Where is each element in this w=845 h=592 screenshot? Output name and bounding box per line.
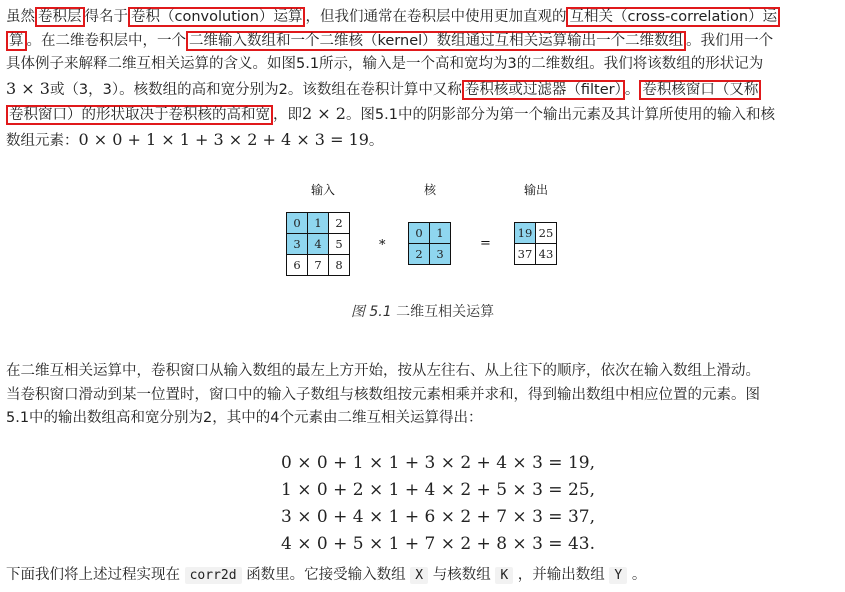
math-inline: 3 × 3	[6, 78, 50, 98]
text: 。我们用一个	[686, 32, 774, 49]
convolution-operator: *	[379, 238, 386, 253]
highlight-2d-io: 二维输入数组和一个二维核（kernel）数组通过互相关运算输出一个二维数组	[186, 31, 686, 51]
output-cell: 43	[536, 244, 557, 265]
highlight-convolution-op: 卷积（convolution）运算	[128, 7, 305, 27]
kernel-cell: 0	[409, 223, 430, 244]
equation: 1 × 0 + 2 × 1 + 4 × 2 + 5 × 3 = 25,	[281, 480, 595, 500]
output-label: 输出	[523, 183, 548, 197]
text: 虽然	[6, 9, 35, 25]
code-corr2d: corr2d	[185, 567, 242, 584]
kernel-cell: 3	[430, 244, 451, 265]
equation-block	[281, 450, 595, 558]
intro-line-3: 具体例子来解释二维互相关运算的含义。如图5.1所示，输入是一个高和宽均为3的二维数组。我们将该数组的形状记为	[6, 56, 764, 72]
text: ，并输出数组	[517, 567, 605, 583]
highlight-conv-layer: 卷积层	[35, 7, 85, 27]
equation: 3 × 0 + 4 × 1 + 6 × 2 + 7 × 3 = 37,	[281, 507, 595, 527]
text: 函数里。它接受输入数组	[246, 567, 406, 583]
highlight-kernel-window-end: 卷积窗口）的形状取决于卷积核的高和宽	[6, 105, 273, 125]
highlight-kernel-window: 卷积核窗口（又称	[639, 80, 761, 100]
code-y: Y	[609, 567, 627, 584]
implementation-paragraph	[6, 564, 840, 588]
input-cell: 1	[308, 213, 329, 234]
highlight-kernel-filter: 卷积核或过滤器（filter）	[462, 80, 625, 100]
intro-line-6	[6, 128, 840, 154]
text: ，即	[273, 107, 302, 123]
math-inline: 2 × 2	[302, 104, 346, 123]
highlight-cross-correlation-end: 算	[6, 31, 27, 51]
intro-line-4	[6, 77, 840, 103]
output-cell: 37	[515, 244, 536, 265]
input-cell: 2	[329, 213, 350, 234]
input-cell: 3	[287, 234, 308, 255]
text: 下面我们将上述过程实现在	[6, 567, 180, 583]
figure-number: 图 5.1	[350, 304, 392, 320]
input-cell: 8	[329, 255, 350, 276]
intro-line-1	[6, 6, 840, 30]
text: 。	[368, 132, 384, 149]
text: 。在二维卷积层中，一个	[26, 32, 186, 49]
kernel-cell: 1	[430, 223, 451, 244]
kernel-label: 核	[423, 183, 436, 197]
explanation-line-3: 5.1中的输出数组高和宽分别为2，其中的4个元素由二维互相关运算得出：	[6, 410, 483, 426]
text: 与核数组	[432, 567, 491, 583]
input-label: 输入	[310, 183, 335, 197]
equation: 0 × 0 + 1 × 1 + 3 × 2 + 4 × 3 = 19,	[281, 453, 595, 473]
kernel-cell: 2	[409, 244, 430, 265]
figure-caption	[0, 301, 845, 321]
code-k: K	[495, 567, 513, 584]
output-cell: 25	[536, 223, 557, 244]
text: 。	[631, 567, 647, 583]
input-cell: 0	[287, 213, 308, 234]
text: 数组元素：	[6, 132, 79, 149]
math-inline: 0 × 0 + 1 × 1 + 3 × 2 + 4 × 3 = 19	[78, 129, 369, 149]
intro-paragraph	[6, 6, 840, 153]
equation: 4 × 0 + 5 × 1 + 7 × 2 + 8 × 3 = 43.	[281, 534, 595, 554]
figure-caption-text: 二维互相关运算	[391, 304, 495, 320]
input-array	[286, 212, 350, 276]
explanation-paragraph	[6, 360, 840, 431]
text: ，但我们通常在卷积层中使用更加直观的	[305, 9, 567, 25]
kernel-array	[408, 222, 451, 265]
output-array	[514, 222, 557, 265]
input-cell: 4	[308, 234, 329, 255]
intro-line-2	[6, 30, 840, 54]
text: 。图5.1中的阴影部分为第一个输出元素及其计算所使用的输入和核	[345, 107, 775, 123]
text: 得名于	[84, 9, 128, 25]
input-cell: 7	[308, 255, 329, 276]
code-x: X	[410, 567, 428, 584]
highlight-cross-correlation: 互相关（cross-correlation）运	[566, 7, 780, 27]
text: 或（3，3）。核数组的高和宽分别为2。该数组在卷积计算中又称	[49, 81, 462, 98]
output-cell: 19	[515, 223, 536, 244]
explanation-line-1: 在二维互相关运算中，卷积窗口从输入数组的最左上方开始，按从左往右、从上往下的顺序，依次在输入数组上滑动。	[6, 363, 760, 379]
explanation-line-2: 当卷积窗口滑动到某一位置时，窗口中的输入子数组与核数组按元素相乘并求和，得到输出数组中相应位置的元素。图	[6, 386, 760, 403]
input-cell: 6	[287, 255, 308, 276]
text: 。	[624, 81, 640, 98]
intro-line-5	[6, 102, 840, 128]
equals-operator: =	[480, 236, 491, 251]
input-cell: 5	[329, 234, 350, 255]
